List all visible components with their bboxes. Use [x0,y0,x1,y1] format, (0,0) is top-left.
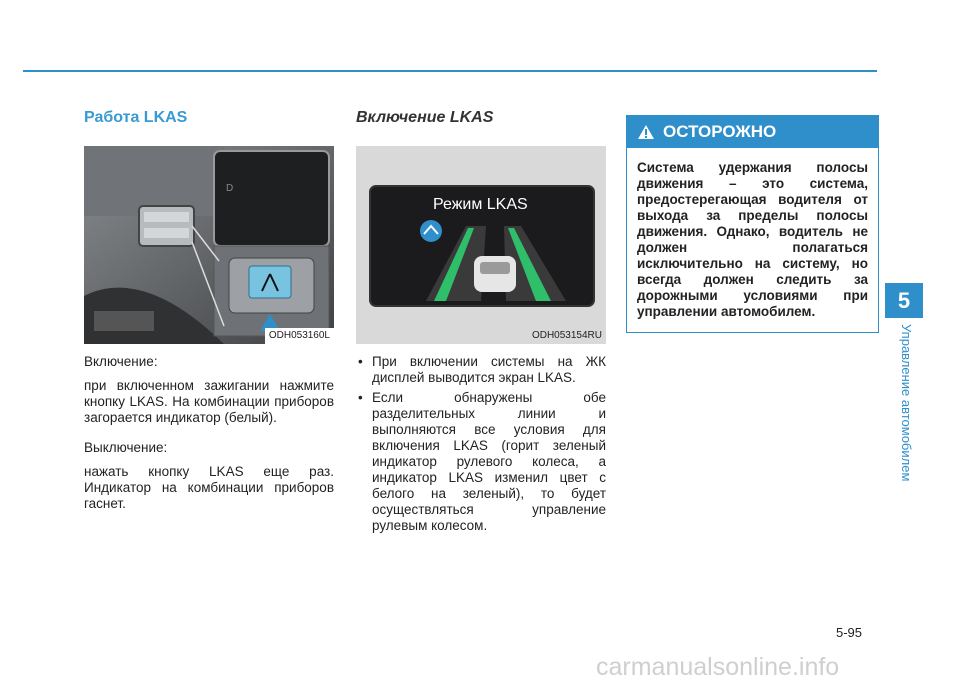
activation-bullets [356,354,606,534]
figure-code: ODH053160L [265,328,334,344]
watermark: carmanualsonline.info [596,653,840,681]
chapter-title: Управление автомобилем [899,324,914,482]
lkas-operation-section [84,108,334,512]
dashboard-button-figure [84,146,334,344]
section-heading: Включение LKAS [356,109,494,126]
on-label: Включение: [84,354,158,369]
svg-text:D: D [226,183,234,194]
warning-header [627,116,878,148]
warning-box [626,115,879,333]
off-text: нажать кнопку LKAS еще раз. Индикатор на комбинации приборов гаснет. [84,464,334,511]
list-item: • Если обнаружены обе разделительных линии и выполняются все условия для включения LKAS (горит зеленый индикатор рулевого колеса, а индикатор LKAS изменил цвет с белого на зеленый), то будет осуществляться управление рулевым колесом. [356,390,606,534]
off-label: Выключение: [84,440,168,455]
lcd-screen-figure [356,146,606,344]
figure-code: ODH053154RU [531,330,602,341]
list-item: • При включении системы на ЖК дисплей выводится экран LKAS. [356,354,606,386]
chapter-tab: 5 [885,283,923,318]
screen-title: Режим LKAS [433,196,528,213]
warning-section [626,115,877,333]
section-heading: Работа LKAS [84,109,188,126]
warning-triangle-icon [637,124,655,140]
dashboard-illustration [84,146,334,344]
warning-title: ОСТОРОЖНО [663,122,777,141]
lkas-screen-illustration [356,146,606,344]
warning-text: Система удержания полосы движения – это система, предостерегающая водителя от выхода за пределы полосы движения. Однако, водитель не должен полагаться исключительно на систему, но всегда должен следить за дорожными условиями при управлении автомобилем. [637,160,868,319]
page-number: 5-95 [836,625,863,640]
on-text: при включенном зажигании нажмите кнопку LKAS. На комбинации приборов загорается индикатор (белый). [84,378,334,425]
header-rule [23,70,877,72]
lkas-activation-section [356,108,606,538]
